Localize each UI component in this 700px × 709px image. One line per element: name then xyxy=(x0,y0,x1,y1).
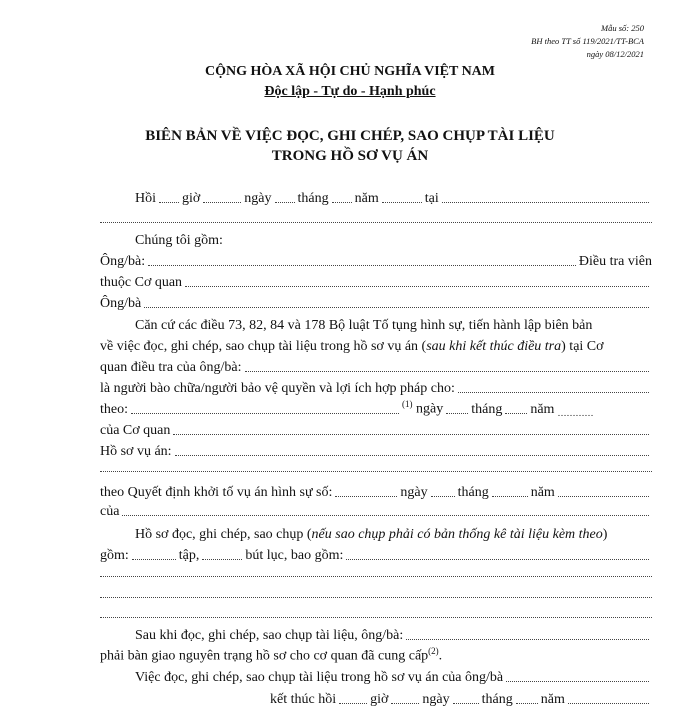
label-ket-thuc-hoi: kết thúc hồi xyxy=(270,692,337,707)
end-year-field[interactable] xyxy=(568,703,649,704)
label-tap: tập, xyxy=(178,548,200,563)
second-person-field[interactable] xyxy=(144,307,649,308)
year-field[interactable] xyxy=(382,202,422,203)
issuing-agency-field[interactable] xyxy=(173,434,649,435)
reading-session-line xyxy=(135,666,652,687)
basis-document-field[interactable] xyxy=(131,413,399,414)
label-thang-3: tháng xyxy=(457,485,489,500)
label-gom: gồm: xyxy=(100,548,129,563)
basis-year-dots[interactable]: ………… xyxy=(557,408,594,418)
legal-basis-text2a: về việc đọc, ghi chép, sao chụp tài liệu trong hồ sơ vụ án ( xyxy=(100,339,427,354)
pages-count-field[interactable] xyxy=(202,559,242,560)
label-but-luc: bút lục, bao gồm: xyxy=(245,548,344,563)
label-tai: tại xyxy=(424,191,439,206)
volumes-line xyxy=(100,544,652,565)
form-number: Mẫu số: 250 xyxy=(601,23,644,33)
legal-basis-text2b: sau khi kết thúc điều tra xyxy=(426,339,562,354)
label-ngay-2: ngày xyxy=(416,402,444,417)
documents-read-line xyxy=(135,523,652,544)
basis-document-line xyxy=(100,398,652,419)
issuing-agency-line xyxy=(100,419,652,440)
footnote-2-mark: (2) xyxy=(428,646,439,657)
case-file-line xyxy=(100,440,652,461)
motto xyxy=(0,84,700,100)
handover-text xyxy=(100,646,442,666)
after-reading-label: Sau khi đọc, ghi chép, sao chụp tài liệu, ông/bà: xyxy=(135,628,404,643)
end-minute-field[interactable] xyxy=(391,703,419,704)
legal-basis-line2 xyxy=(100,335,652,356)
end-hour-field[interactable] xyxy=(339,703,367,704)
label-ong-ba-1: Ông/bà: xyxy=(100,254,146,269)
agency-line xyxy=(100,271,652,292)
defender-line xyxy=(100,377,652,398)
after-reading-person-field[interactable] xyxy=(406,639,649,640)
decision-number-field[interactable] xyxy=(335,496,397,497)
legal-basis-text3: quan điều tra của ông/bà: xyxy=(100,360,242,375)
day-field[interactable] xyxy=(275,202,295,203)
defender-label: là người bào chữa/người bảo vệ quyền và lợi ích hợp pháp cho: xyxy=(100,381,455,396)
label-cua: của xyxy=(100,504,120,519)
end-month-field[interactable] xyxy=(516,703,538,704)
handover-line xyxy=(100,645,652,666)
label-nam-2: năm xyxy=(530,402,555,417)
motto-text: Độc lập - Tự do - Hạnh phúc xyxy=(264,84,436,99)
footnote-1 xyxy=(402,399,443,419)
end-time-line xyxy=(270,688,652,709)
label-nam-end: năm xyxy=(540,692,565,707)
time-place-line xyxy=(135,187,652,208)
reading-session-label: Việc đọc, ghi chép, sao chụp tài liệu trong hồ sơ vụ án của ông/bà xyxy=(135,670,504,685)
legal-basis-text1: Căn cứ các điều 73, 82, 84 và 178 Bộ luật Tố tụng hình sự, tiến hành lập biên bản xyxy=(135,318,593,333)
place-field-continued[interactable] xyxy=(100,222,652,223)
documents-read-text-c: ) xyxy=(602,527,608,542)
label-thang-end: tháng xyxy=(481,692,513,707)
end-day-field[interactable] xyxy=(453,703,479,704)
month-field[interactable] xyxy=(332,202,352,203)
legal-basis-text2c: ) tại Cơ xyxy=(561,339,604,354)
decision-agency-line xyxy=(100,500,652,521)
document-title-line1: BIÊN BẢN VỀ VIỆC ĐỌC, GHI CHÉP, SAO CHỤP TÀI LIỆU xyxy=(145,128,555,144)
legal-basis-line1 xyxy=(135,314,652,335)
handover-label: phải bàn giao nguyên trạng hồ sơ cho cơ quan đã cung cấp xyxy=(100,649,429,664)
label-gio: giờ xyxy=(182,191,201,206)
legal-basis-line3 xyxy=(100,356,652,377)
basis-day-field[interactable] xyxy=(446,413,468,414)
lawyer-name-field[interactable] xyxy=(245,371,649,372)
label-thuoc-co-quan: thuộc Cơ quan xyxy=(100,275,183,290)
investigator-name-field[interactable] xyxy=(148,265,576,266)
label-nam-3: năm xyxy=(530,485,555,500)
members-line xyxy=(135,229,652,250)
label-dieu-tra-vien: Điều tra viên xyxy=(578,254,652,269)
label-theo-quyet-dinh: theo Quyết định khởi tố vụ án hình sự số: xyxy=(100,485,333,500)
footnote-1-mark: (1) xyxy=(402,399,413,410)
documents-read-text-b: nếu sao chụp phải có bản thống kê tài liệu kèm theo xyxy=(311,527,603,542)
label-thang-2: tháng xyxy=(471,402,503,417)
nation-heading: CỘNG HÒA XÃ HỘI CHỦ NGHĨA VIỆT NAM xyxy=(204,64,495,79)
hour-field[interactable] xyxy=(159,202,179,203)
contents-field-line3[interactable] xyxy=(100,597,652,598)
contents-field-line4[interactable] xyxy=(100,617,652,618)
second-person-line xyxy=(100,292,652,313)
label-gio-end: giờ xyxy=(370,692,389,707)
form-code xyxy=(531,22,644,61)
document-title-line2: TRONG HỒ SƠ VỤ ÁN xyxy=(271,148,429,164)
label-ngay-3: ngày xyxy=(400,485,428,500)
minute-field[interactable] xyxy=(203,202,241,203)
handover-period: . xyxy=(438,649,443,664)
case-file-field[interactable] xyxy=(175,455,649,456)
label-ngay-end: ngày xyxy=(422,692,450,707)
decision-month-field[interactable] xyxy=(492,496,528,497)
label-ngay: ngày xyxy=(244,191,272,206)
label-theo: theo: xyxy=(100,402,128,417)
label-cua-co-quan: của Cơ quan xyxy=(100,423,171,438)
decision-day-field[interactable] xyxy=(431,496,455,497)
investigator-line xyxy=(100,250,652,271)
volumes-count-field[interactable] xyxy=(132,559,176,560)
agency-field[interactable] xyxy=(185,286,649,287)
label-nam: năm xyxy=(354,191,379,206)
prosecution-decision-line xyxy=(100,481,652,502)
after-reading-line xyxy=(135,624,652,645)
decision-year-field[interactable] xyxy=(558,496,649,497)
form-reference: BH theo TT số 119/2021/TT-BCA xyxy=(531,36,644,46)
place-field[interactable] xyxy=(442,202,649,203)
label-hoi: Hồi xyxy=(135,191,156,206)
case-file-field-continued[interactable] xyxy=(100,471,652,472)
documents-read-text-a: Hồ sơ đọc, ghi chép, sao chụp ( xyxy=(135,527,312,542)
label-ong-ba-2: Ông/bà xyxy=(100,296,142,311)
decision-agency-field[interactable] xyxy=(122,515,649,516)
basis-month-field[interactable] xyxy=(505,413,527,414)
contents-field[interactable] xyxy=(346,559,649,560)
reading-session-person-field[interactable] xyxy=(506,681,649,682)
defended-person-field[interactable] xyxy=(458,392,649,393)
label-ho-so-vu-an: Hồ sơ vụ án: xyxy=(100,444,172,459)
members-label: Chúng tôi gồm: xyxy=(135,233,223,248)
contents-field-line2[interactable] xyxy=(100,576,652,577)
form-date: ngày 08/12/2021 xyxy=(586,49,644,59)
label-thang: tháng xyxy=(297,191,329,206)
